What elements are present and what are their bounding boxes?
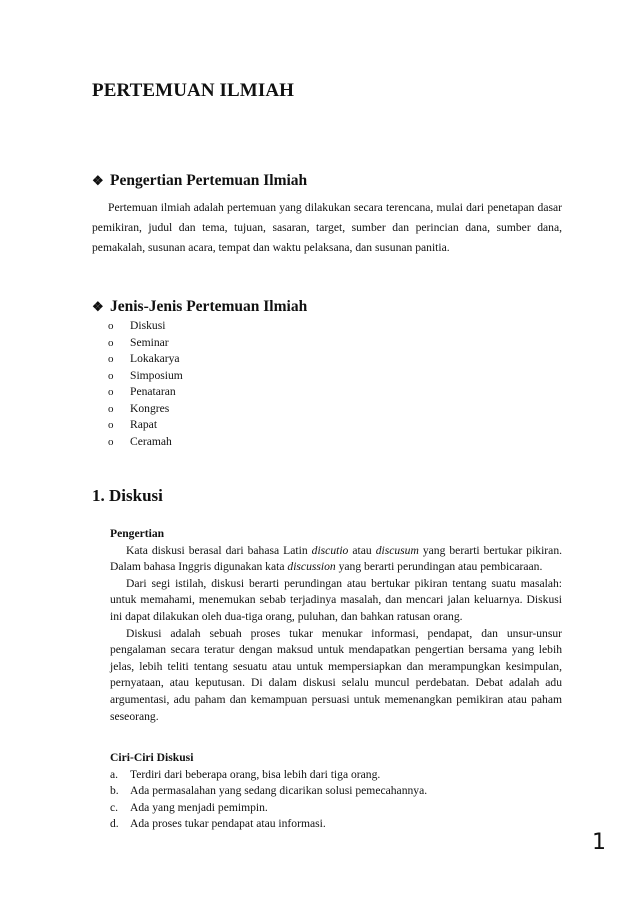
ciri-block	[110, 750, 562, 833]
english-term: discussion	[287, 560, 336, 574]
paragraph-etymology: Kata diskusi berasal dari bahasa Latin discutio atau discusum yang berarti bertukar pikiran. Dalam bahasa Inggris digunakan kata discussion yang berarti perundingan atau pembicaraan.	[110, 543, 563, 574]
ciri-list	[110, 767, 562, 833]
circle-bullet-icon: o	[108, 386, 114, 398]
circle-bullet-icon: o	[108, 402, 114, 415]
diskusi-heading: 1. Diskusi	[92, 486, 163, 505]
list-item: b. Ada permasalahan yang sedang dicarikan solusi pemecahannya.	[110, 784, 428, 798]
paragraph-text: Pertemuan ilmiah adalah pertemuan yang dilakukan secara terencana, mulai dari penetapan dasar pemikiran, judul dan tema, tujuan, sasaran, target, sumber dan perincian dana, sumber dana, pemakalah, susunan acara, tempat dan waktu pelaksana, dan susunan panitia.	[92, 201, 562, 254]
latin-term: discusum	[375, 543, 419, 557]
circle-bullet-icon: o	[108, 353, 114, 365]
paragraph-istilah: Dari segi istilah, diskusi berarti perundingan atau bertukar pikiran tentang suatu masalah: untuk memahami, menemukan sebab terjadinya masalah, dan mencari jalan keluarnya. Diskusi ini dapat dilakukan oleh dua-tiga orang, puluhan, dan bahkan ratusan orang.	[110, 576, 562, 623]
section-heading-text: Jenis-Jenis Pertemuan Ilmiah	[110, 298, 308, 315]
section-heading-text: Pengertian Pertemuan Ilmiah	[110, 172, 308, 189]
list-item: o Seminar	[108, 335, 183, 352]
diamond-bullet-icon: ❖	[92, 173, 104, 188]
list-item: o Diskusi	[108, 318, 183, 335]
jenis-list	[108, 318, 183, 450]
list-item: c. Ada yang menjadi pemimpin.	[110, 800, 268, 814]
definition-paragraph	[92, 198, 562, 258]
page-title: PERTEMUAN ILMIAH	[92, 80, 295, 101]
circle-bullet-icon: o	[108, 369, 114, 382]
list-item: o Ceramah	[108, 434, 183, 451]
list-item: o Lokakarya	[108, 351, 183, 368]
page-number: 1	[592, 830, 606, 855]
list-item: o Penataran	[108, 384, 183, 401]
ciri-subheading: Ciri-Ciri Diskusi	[110, 751, 194, 764]
pengertian-block	[110, 526, 562, 725]
latin-term: discutio	[311, 543, 349, 557]
circle-bullet-icon: o	[108, 320, 114, 332]
paragraph-proses: Diskusi adalah sebuah proses tukar menukar informasi, pendapat, dan unsur-unsur pengalaman secara teratur dengan maksud untuk mendapatkan pengertian bersama yang lebih jelas, lebih teliti tentang sesuatu atau untuk mempersiapkan dan merampungkan kesimpulan, pernyataan, atau keputusan. Di dalam diskusi selalu muncul perdebatan. Debat adalah adu argumentasi, adu paham dan kemampuan persuasi untuk memenangkan pemikiran atau paham seseorang.	[110, 626, 562, 723]
circle-bullet-icon: o	[108, 336, 114, 349]
circle-bullet-icon: o	[108, 419, 114, 431]
list-item: o Simposium	[108, 368, 183, 385]
pengertian-subheading: Pengertian	[110, 527, 165, 540]
list-item: d. Ada proses tukar pendapat atau informasi.	[110, 817, 326, 831]
section-heading-pengertian	[92, 172, 307, 190]
list-item: a. Terdiri dari beberapa orang, bisa lebih dari tiga orang.	[110, 767, 381, 781]
section-heading-jenis	[92, 298, 307, 316]
circle-bullet-icon: o	[108, 435, 114, 448]
list-item: o Kongres	[108, 401, 183, 418]
list-item: o Rapat	[108, 417, 183, 434]
diamond-bullet-icon: ❖	[92, 299, 104, 314]
